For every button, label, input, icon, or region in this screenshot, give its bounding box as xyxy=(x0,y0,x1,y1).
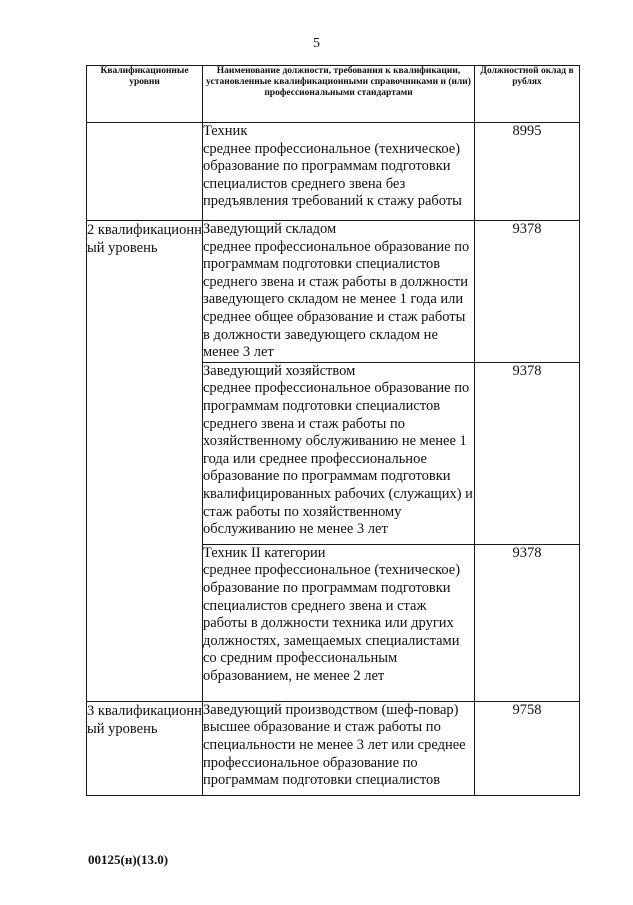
page-number: 5 xyxy=(313,36,320,51)
table-row xyxy=(87,123,580,221)
salary-cell: 8995 xyxy=(475,123,580,221)
position-cell xyxy=(203,221,475,363)
position-title: Заведующий производством (шеф-повар) xyxy=(203,701,459,718)
salary-cell: 9758 xyxy=(475,701,580,795)
position-requirements: среднее профессиональное образование по программам подготовки специалистов среднего звена и стаж работы в должности заведующего складом не менее 1 года или среднее общее образование и стаж работы в должности заведующего складом не менее 3 лет xyxy=(203,238,470,361)
position-requirements: среднее профессиональное (техническое) образование по программам подготовки специалистов среднего звена без предъявления требований к стажу работы xyxy=(203,140,462,210)
salary-cell: 9378 xyxy=(475,362,580,544)
position-cell xyxy=(203,123,475,221)
position-title: Заведующий складом xyxy=(203,221,337,237)
position-title: Техник xyxy=(203,123,248,139)
document-code: 00125(н)(13.0) xyxy=(88,852,169,867)
level-cell: 3 квалификационный уровень xyxy=(87,701,203,795)
level-cell xyxy=(87,123,203,221)
header-salary: Должностной оклад в рублях xyxy=(475,66,580,123)
table-row xyxy=(87,701,580,795)
salary-cell: 9378 xyxy=(475,221,580,363)
header-position-requirements: Наименование должности, требования к квалификации, установленные квалификационными справочниками и (или) профессиональными стандартами xyxy=(203,66,475,123)
salary-cell: 9378 xyxy=(475,544,580,701)
position-cell xyxy=(203,362,475,544)
level-cell: 2 квалификационный уровень xyxy=(87,221,203,702)
qualification-salary-table xyxy=(86,65,580,796)
position-cell xyxy=(203,544,475,701)
table-header-row xyxy=(87,66,580,123)
table-row xyxy=(87,221,580,363)
position-requirements: среднее профессиональное (техническое) образование по программам подготовки специалистов среднего звена и стаж работы в должности техника или других должностях, замещаемых специалистами со средним профессиональным образованием, не менее 2 лет xyxy=(203,562,461,684)
position-cell xyxy=(203,701,475,795)
position-title: Техник II категории xyxy=(203,544,326,561)
position-title: Заведующий хозяйством xyxy=(203,362,356,379)
header-qualification-levels: Квалификационные уровни xyxy=(87,66,203,123)
position-requirements: среднее профессиональное образование по программам подготовки специалистов среднего звена и стаж работы по хозяйственному обслуживанию не менее 1 года или среднее профессиональное образование по программам подготовки квалифицированных рабочих (служащих) и стаж работы по хозяйственному обслуживанию не менее 3 лет xyxy=(203,380,473,538)
position-requirements: высшее образование и стаж работы по специальности не менее 3 лет или среднее профессиональное образование по программам подготовки специалистов xyxy=(203,719,466,789)
